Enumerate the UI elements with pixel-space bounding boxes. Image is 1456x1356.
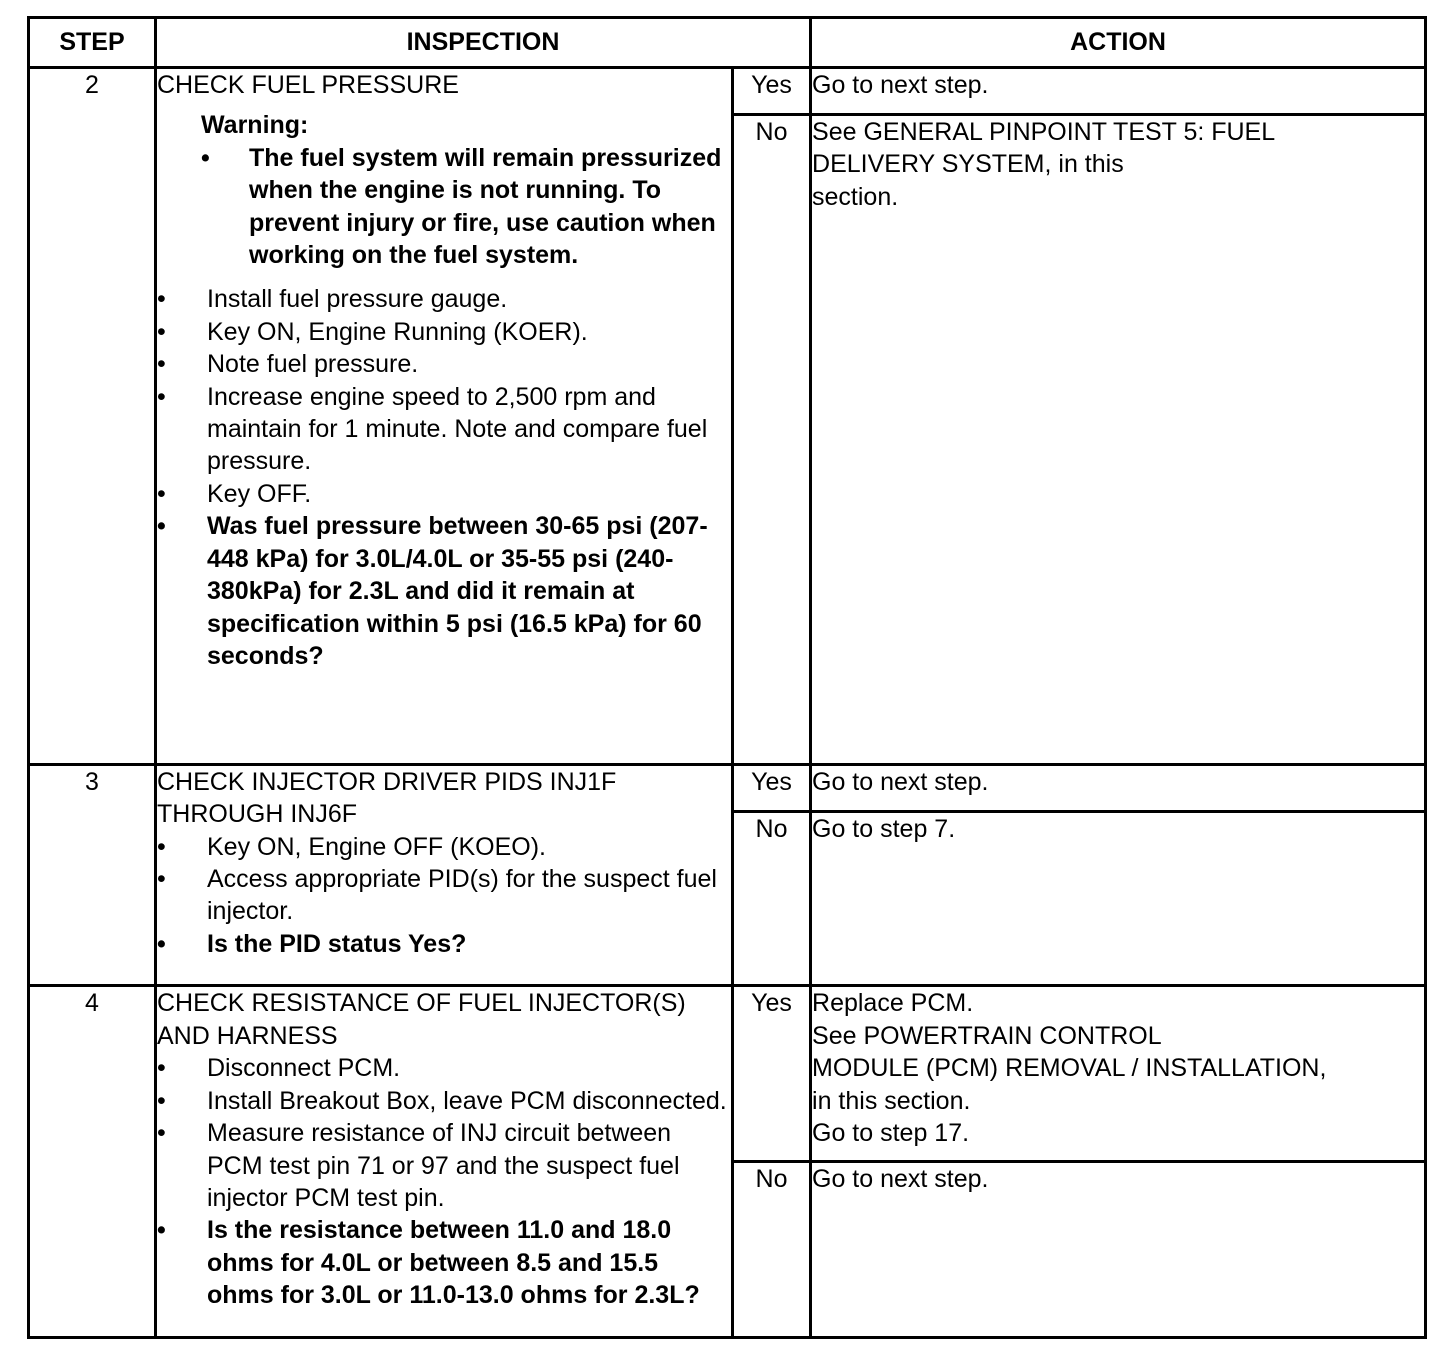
list-item	[157, 478, 731, 510]
yes-label: Yes	[733, 986, 811, 1162]
item-text: Install Breakout Box, leave PCM disconnected.	[207, 1086, 727, 1115]
item-text: Increase engine speed to 2,500 rpm and maintain for 1 minute. Note and compare fuel pressure.	[207, 382, 708, 476]
list-item	[157, 1117, 731, 1214]
question-text: Is the PID status Yes?	[207, 929, 467, 958]
list-item	[157, 381, 731, 478]
step-row-yes	[29, 68, 1426, 115]
item-text: Key ON, Engine Running (KOER).	[207, 317, 588, 346]
item-text: Install fuel pressure gauge.	[207, 285, 508, 314]
item-text: Disconnect PCM.	[207, 1054, 401, 1083]
inspection-list	[157, 1052, 731, 1311]
no-action: Go to step 7.	[811, 811, 1426, 986]
bullet-icon: •	[157, 317, 166, 346]
bullet-icon: •	[157, 1086, 166, 1115]
item-text: Access appropriate PID(s) for the suspect fuel injector.	[207, 864, 717, 926]
inspection-list	[157, 283, 731, 672]
no-label: No	[733, 115, 811, 765]
item-text: Note fuel pressure.	[207, 350, 419, 379]
warning-text: The fuel system will remain pressurized when the engine is not running. To prevent injury or fire, use caution when working on the fuel system.	[249, 143, 722, 270]
inspection-cell	[156, 986, 733, 1338]
yes-action: Go to next step.	[811, 68, 1426, 115]
bullet-icon: •	[157, 832, 166, 861]
item-text: Measure resistance of INJ circuit between PCM test pin 71 or 97 and the suspect fuel injector PCM test pin.	[207, 1119, 680, 1212]
bullet-icon: •	[157, 864, 166, 893]
list-item	[157, 1052, 731, 1084]
header-action: ACTION	[811, 18, 1426, 68]
step-row-yes	[29, 764, 1426, 811]
list-item	[157, 283, 731, 315]
inspection-cell	[156, 764, 733, 986]
list-item	[157, 316, 731, 348]
warning-item	[201, 142, 731, 272]
no-action: See GENERAL PINPOINT TEST 5: FUEL DELIVERY SYSTEM, in this section.	[811, 115, 1426, 765]
question-text: Was fuel pressure between 30-65 psi (207-448 kPa) for 3.0L/4.0L or 35-55 psi (240-380kPa) for 2.3L and did it remain at specification within 5 psi (16.5 kPa) for 60 seconds?	[207, 512, 708, 670]
yes-action: Replace PCM. See POWERTRAIN CONTROL MODULE (PCM) REMOVAL / INSTALLATION, in this section. Go to step 17.	[811, 986, 1426, 1162]
bullet-icon: •	[157, 1216, 166, 1245]
question-text: Is the resistance between 11.0 and 18.0 ohms for 4.0L or between 8.5 and 15.5 ohms for 3.0L or 11.0-13.0 ohms for 2.3L?	[207, 1216, 700, 1310]
no-label: No	[733, 811, 811, 986]
warning-block	[201, 109, 731, 271]
item-text: Key OFF.	[207, 479, 312, 508]
yes-label: Yes	[733, 764, 811, 811]
list-item	[157, 831, 731, 863]
question-item	[157, 928, 731, 960]
bullet-icon: •	[157, 285, 166, 314]
bullet-icon: •	[157, 350, 166, 379]
inspection-title: CHECK RESISTANCE OF FUEL INJECTOR(S) AND HARNESS	[157, 989, 686, 1050]
bullet-icon: •	[157, 929, 166, 958]
list-item	[157, 863, 731, 928]
yes-action: Go to next step.	[811, 764, 1426, 811]
inspection-list	[157, 831, 731, 961]
step-number: 2	[29, 68, 156, 765]
bullet-icon: •	[157, 382, 166, 411]
no-label: No	[733, 1162, 811, 1338]
yes-label: Yes	[733, 68, 811, 115]
bullet-icon: •	[157, 479, 166, 508]
bullet-icon: •	[157, 1119, 166, 1148]
no-action: Go to next step.	[811, 1162, 1426, 1338]
inspection-title: CHECK INJECTOR DRIVER PIDS INJ1F THROUGH INJ6F	[157, 767, 617, 829]
bullet-icon: •	[157, 512, 166, 541]
item-text: Key ON, Engine OFF (KOEO).	[207, 832, 546, 861]
inspection-title: CHECK FUEL PRESSURE	[157, 71, 459, 99]
question-item	[157, 510, 731, 672]
header-row	[29, 18, 1426, 68]
list-item	[157, 1085, 731, 1117]
list-item	[157, 348, 731, 380]
diagnostic-table	[27, 16, 1427, 1339]
question-item	[157, 1214, 731, 1311]
step-row-yes	[29, 986, 1426, 1162]
header-inspection: INSPECTION	[156, 18, 811, 68]
header-step: STEP	[29, 18, 156, 68]
bullet-icon: •	[201, 143, 210, 172]
step-number: 4	[29, 986, 156, 1338]
inspection-cell	[156, 68, 733, 765]
warning-label: Warning:	[201, 111, 309, 140]
step-number: 3	[29, 764, 156, 986]
bullet-icon: •	[157, 1054, 166, 1083]
